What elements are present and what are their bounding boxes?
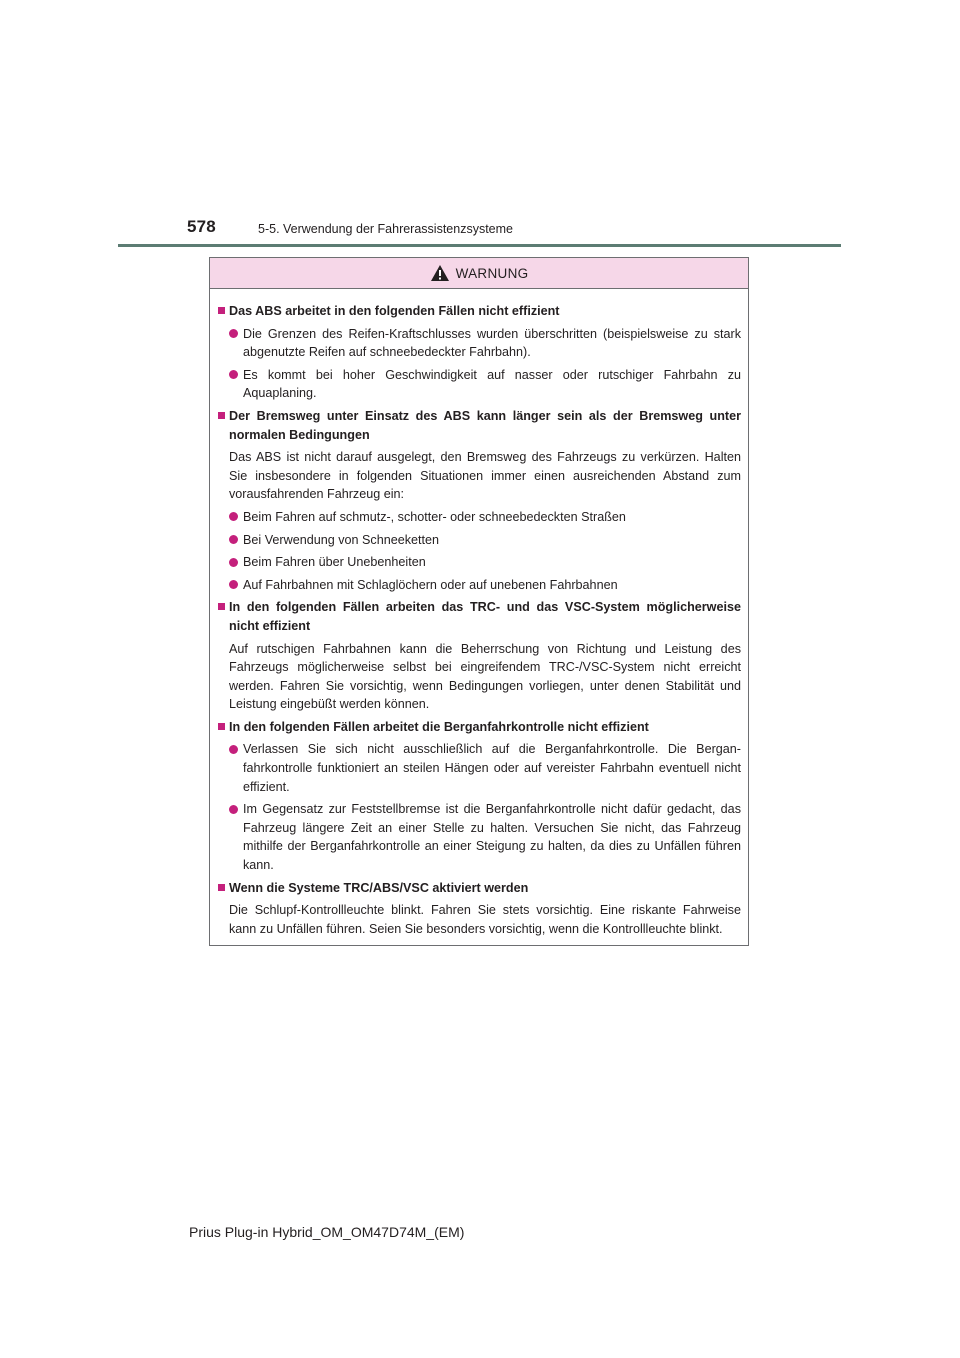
heading-text: In den folgenden Fällen arbeiten das TRC- und das VSC-System möglicherweise nicht effizient [229,600,741,633]
square-bullet-icon [218,723,225,730]
paragraph: Auf rutschigen Fahrbahnen kann die Beherrschung von Richtung und Leistung des Fahrzeugs möglicherweise selbst bei eingreifendem TRC-/VSC-System nicht erreicht werden. Fahren Sie vorsichtig, wenn Bedingungen vorliegen, unter denen Stabilität und Leistung eingebüßt werden können. [229,641,741,712]
section-title: 5-5. Verwendung der Fahrerassistenzsysteme [258,222,513,236]
circle-bullet-icon [229,580,238,589]
page-number: 578 [187,217,216,236]
square-bullet-icon [218,307,225,314]
list-item [218,553,741,572]
circle-bullet-icon [229,329,238,338]
heading-text: In den folgenden Fällen arbeitet die Berganfahrkontrolle nicht effizient [229,719,649,734]
warning-box [209,257,749,946]
circle-bullet-icon [229,745,238,754]
list-item [218,325,741,362]
circle-bullet-icon [229,558,238,567]
section-heading [218,407,741,444]
warning-title: WARNUNG [455,265,529,281]
square-bullet-icon [218,884,225,891]
square-bullet-icon [218,412,225,419]
list-item-text: Bei Verwendung von Schneeketten [243,532,440,547]
list-item [218,366,741,403]
circle-bullet-icon [229,370,238,379]
paragraph: Die Schlupf-Kontrollleuchte blinkt. Fahren Sie stets vorsichtig. Eine riskante Fahrweise kann zu Unfällen führen. Seien Sie besonders vorsichtig, wenn die Kontrollleuchte blinkt. [229,903,741,936]
section-heading [218,718,741,737]
section-heading [218,598,741,635]
square-bullet-icon [218,603,225,610]
list-item [218,740,741,796]
list-item-text: Es kommt bei hoher Geschwindigkeit auf nasser oder rutschiger Fahrbahn zu Aquaplaning. [243,367,741,401]
section-heading [218,879,741,898]
list-item [218,531,741,550]
header-rule [118,244,841,247]
circle-bullet-icon [229,805,238,814]
list-item-text: Verlassen Sie sich nicht ausschließlich auf die Berganfahrkontrolle. Die Berganfahrkontrolle funktioniert an steilen Hängen oder auf vereister Fahrbahn eventuell nicht effizient. [243,742,741,794]
circle-bullet-icon [229,535,238,544]
list-item-text: Auf Fahrbahnen mit Schlaglöchern oder auf unebenen Fahrbahnen [243,577,618,592]
list-item-text: Die Grenzen des Reifen-Kraftschlusses wurden überschritten (beispielsweise zu stark abgenutzte Reifen auf schneebedeckter Fahrbahn). [243,326,741,360]
list-item [218,800,741,874]
footer-document-id: Prius Plug-in Hybrid_OM_OM47D74M_(EM) [189,1224,465,1240]
list-item-text: Im Gegensatz zur Feststellbremse ist die Berganfahrkontrolle nicht dafür gedacht, das Fahrzeug längere Zeit an einer Stelle zu halten. Versuchen Sie nicht, das Fahrzeug mithilfe der Berganfahrkontrolle an einer Steigung zu halten, da dies zu Unfällen führen kann. [243,802,741,873]
list-item-text: Beim Fahren über Unebenheiten [243,555,426,570]
warning-triangle-icon [430,264,450,282]
heading-text: Wenn die Systeme TRC/ABS/VSC aktiviert werden [229,880,529,895]
heading-text: Der Bremsweg unter Einsatz des ABS kann länger sein als der Bremsweg unter normalen Bedingungen [229,408,741,442]
warning-body [210,289,748,938]
list-item [218,576,741,595]
paragraph: Das ABS ist nicht darauf ausgelegt, den Bremsweg des Fahrzeugs zu verkürzen. Halten Sie insbesondere in folgenden Situationen immer einen ausreichenden Abstand zum vorausfahrenden Fahrzeug ein: [229,450,741,502]
list-item-text: Beim Fahren auf schmutz-, schotter- oder schneebedeckten Straßen [243,509,626,524]
list-item [218,508,741,527]
section-heading [218,302,741,321]
warning-header [210,258,748,289]
circle-bullet-icon [229,512,238,521]
heading-text: Das ABS arbeitet in den folgenden Fällen nicht effizient [229,304,560,318]
